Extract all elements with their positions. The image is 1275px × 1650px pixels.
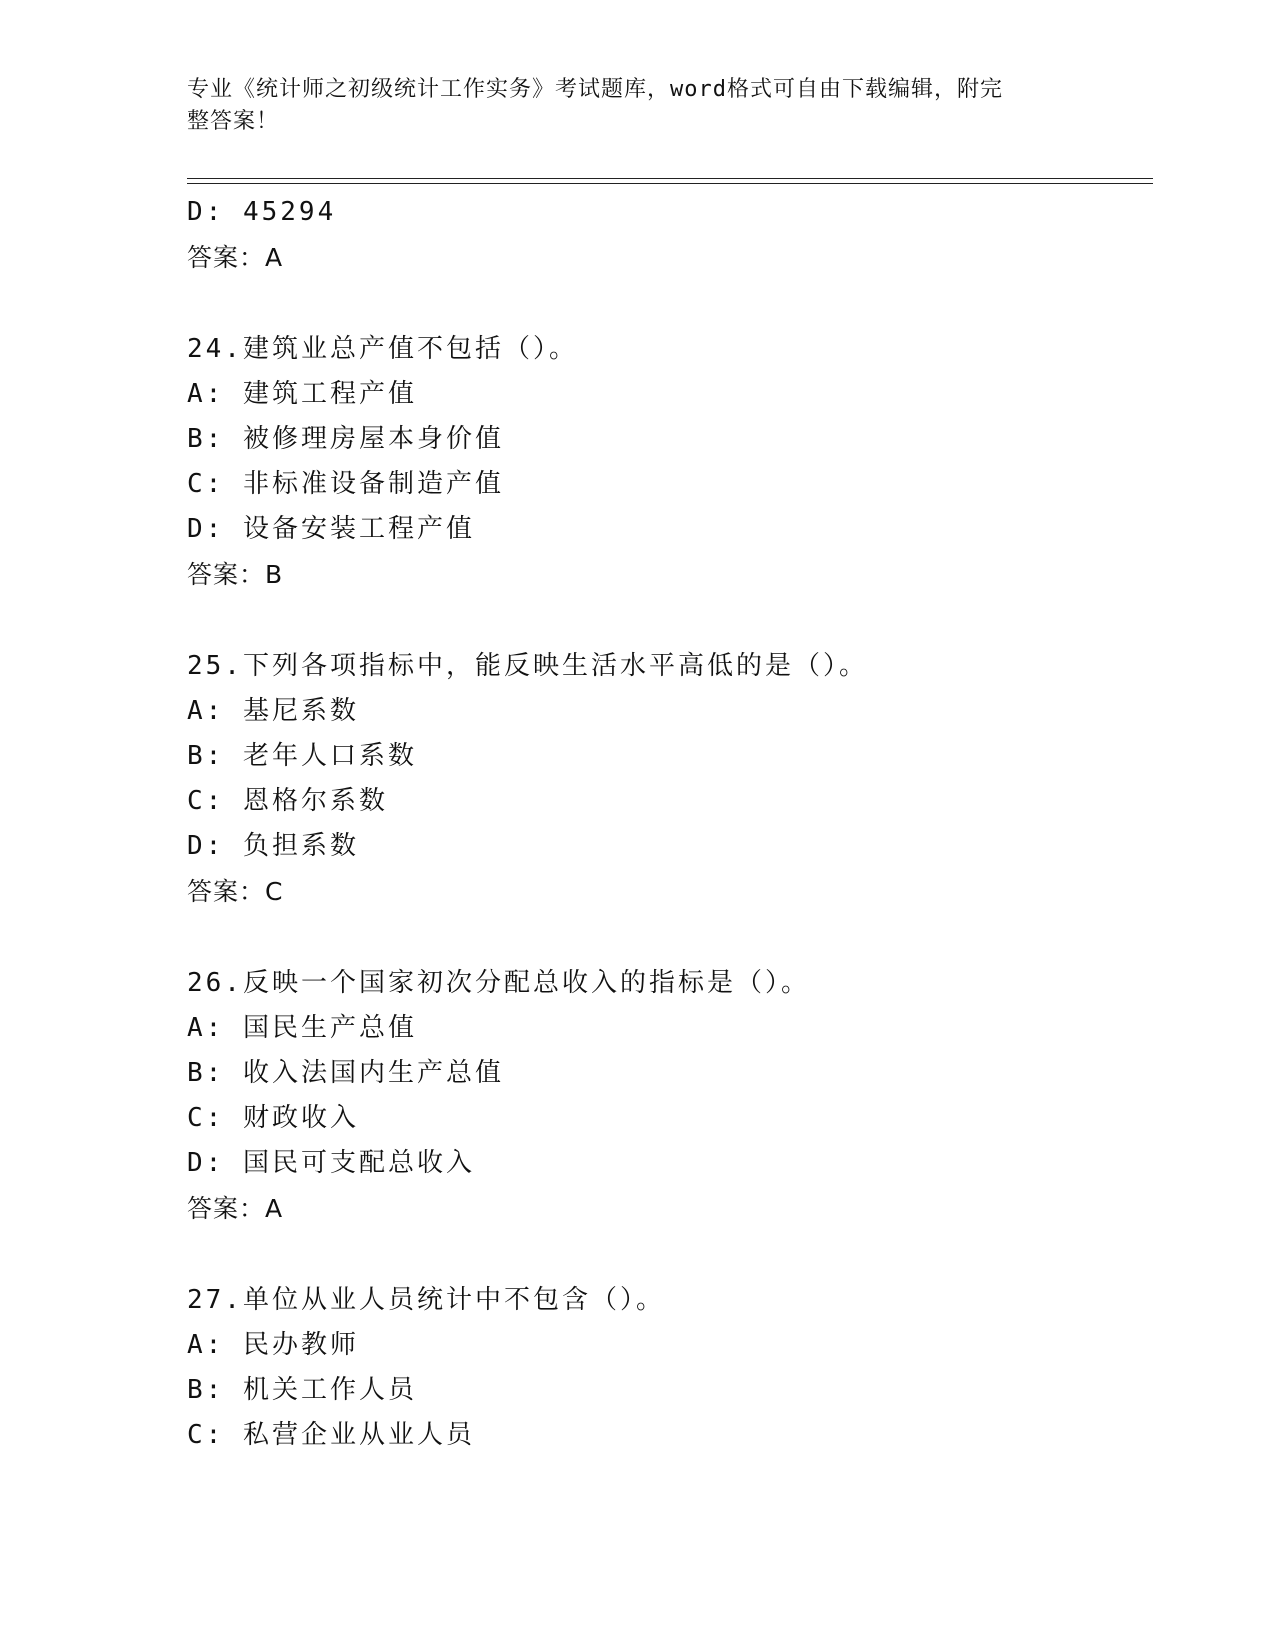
option-line: D: 45294 xyxy=(187,197,337,227)
spacer xyxy=(187,1231,1147,1278)
answer-label: 答案： xyxy=(187,1194,266,1223)
option-line: C: 恩格尔系数 xyxy=(187,786,388,816)
spacer xyxy=(187,280,1147,327)
header-divider-top xyxy=(187,178,1153,179)
answer-label: 答案： xyxy=(187,877,266,906)
answer-line xyxy=(187,1186,1147,1231)
question-block xyxy=(187,1278,1147,1458)
option-line: B: 收入法国内生产总值 xyxy=(187,1058,504,1088)
question-block xyxy=(187,644,1147,914)
option-line: D: 设备安装工程产值 xyxy=(187,514,475,544)
option-line: C: 私营企业从业人员 xyxy=(187,1420,475,1450)
spacer xyxy=(187,914,1147,961)
question-block xyxy=(187,327,1147,597)
option-line: C: 非标准设备制造产值 xyxy=(187,469,504,499)
header-divider-bottom xyxy=(187,183,1153,184)
option-line: A: 民办教师 xyxy=(187,1330,359,1360)
answer-label: 答案： xyxy=(187,560,266,589)
header-line-2: 整答案！ xyxy=(187,109,280,134)
answer-value: A xyxy=(265,243,284,272)
option-line: D: 国民可支配总收入 xyxy=(187,1148,475,1178)
question-stem: 24.建筑业总产值不包括（）。 xyxy=(187,334,578,364)
answer-value: B xyxy=(265,560,284,589)
option-line: B: 被修理房屋本身价值 xyxy=(187,424,504,454)
option-line: B: 老年人口系数 xyxy=(187,741,417,771)
document-header xyxy=(187,74,1087,138)
option-line: A: 基尼系数 xyxy=(187,696,359,726)
question-list xyxy=(187,190,1147,1458)
header-line-1: 专业《统计师之初级统计工作实务》考试题库，word格式可自由下载编辑，附完 xyxy=(187,77,1003,102)
answer-line xyxy=(187,869,1147,914)
option-line: B: 机关工作人员 xyxy=(187,1375,417,1405)
question-stem: 27.单位从业人员统计中不包含（）。 xyxy=(187,1285,665,1315)
answer-label: 答案： xyxy=(187,243,266,272)
option-line: A: 建筑工程产值 xyxy=(187,379,417,409)
option-line: A: 国民生产总值 xyxy=(187,1013,417,1043)
answer-line xyxy=(187,552,1147,597)
spacer xyxy=(187,597,1147,644)
answer-value: C xyxy=(265,877,284,906)
question-stem: 26.反映一个国家初次分配总收入的指标是（）。 xyxy=(187,968,810,998)
answer-value: A xyxy=(265,1194,284,1223)
question-stem: 25.下列各项指标中，能反映生活水平高低的是（）。 xyxy=(187,651,868,681)
answer-line xyxy=(187,235,1147,280)
question-block xyxy=(187,961,1147,1231)
option-line: C: 财政收入 xyxy=(187,1103,359,1133)
option-line: D: 负担系数 xyxy=(187,831,359,861)
